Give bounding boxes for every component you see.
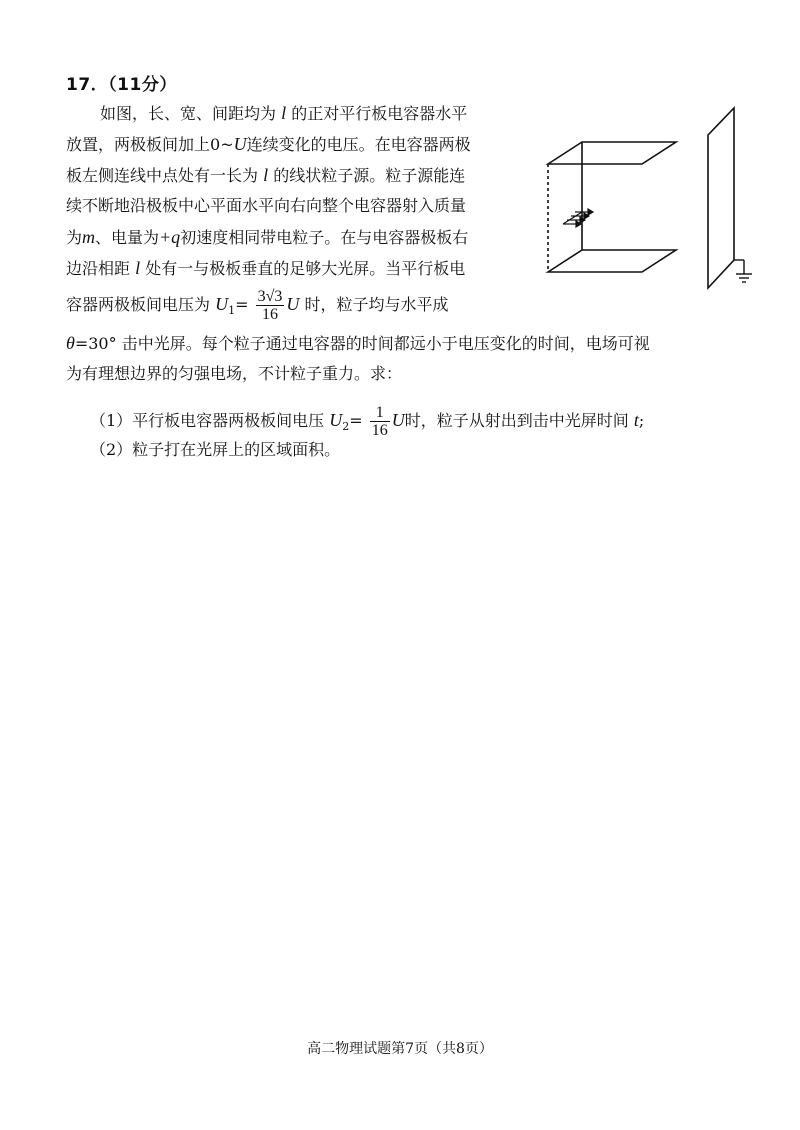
part-2: （2）粒子打在光屏上的区域面积。 — [90, 440, 341, 459]
top-plate — [548, 142, 676, 164]
problem-line-3: 板左侧连线中点处有一长为 l 的线状粒子源。粒子源能连 — [66, 165, 466, 185]
problem-line-2: 放置，两极板间加上0~U连续变化的电压。在电容器两极 — [66, 134, 471, 154]
particle-source-arrows — [563, 209, 593, 227]
bottom-plate — [548, 250, 676, 272]
problem-line-9: 为有理想边界的匀强电场，不计粒子重力。求： — [66, 364, 403, 383]
problem-line-8: θ=30° 击中光屏。每个粒子通过电容器的时间都远小于电压变化的时间，电场可视 — [66, 333, 650, 353]
problem-line-7: 容器两极板间电压为 $U_1=$ $\frac{3√3}{16}$ U 时，粒子均与水平成 — [66, 288, 449, 323]
light-screen — [708, 108, 734, 288]
part-1: （1）平行板电容器两极板间电压 $U_2=$ $\frac{1}{16}$ U时，粒子从射出到击中光屏时间 t; — [90, 404, 645, 439]
problem-line-5: 为m、电量为+q初速度相同带电粒子。在与电容器极板右 — [66, 227, 469, 247]
fraction-u1: $\frac{3√3}{16}$ — [257, 288, 283, 323]
problem-line-4: 续不断地沿极板中心平面水平向右向整个电容器射入质量 — [66, 196, 467, 215]
capacitor-figure — [538, 100, 758, 300]
problem-line-6: 边沿相距 l 处有一与极板垂直的足够大光屏。当平行板电 — [66, 258, 466, 278]
page-footer: 高二物理试题第7页（共8页） — [307, 1041, 493, 1057]
question-number: 17．（11分） — [66, 75, 177, 95]
ground-icon — [734, 260, 752, 282]
fraction-u2: $\frac{1}{16}$ — [371, 404, 388, 439]
problem-line-1: 如图，长、宽、间距均为 l 的正对平行板电容器水平 — [100, 103, 468, 123]
